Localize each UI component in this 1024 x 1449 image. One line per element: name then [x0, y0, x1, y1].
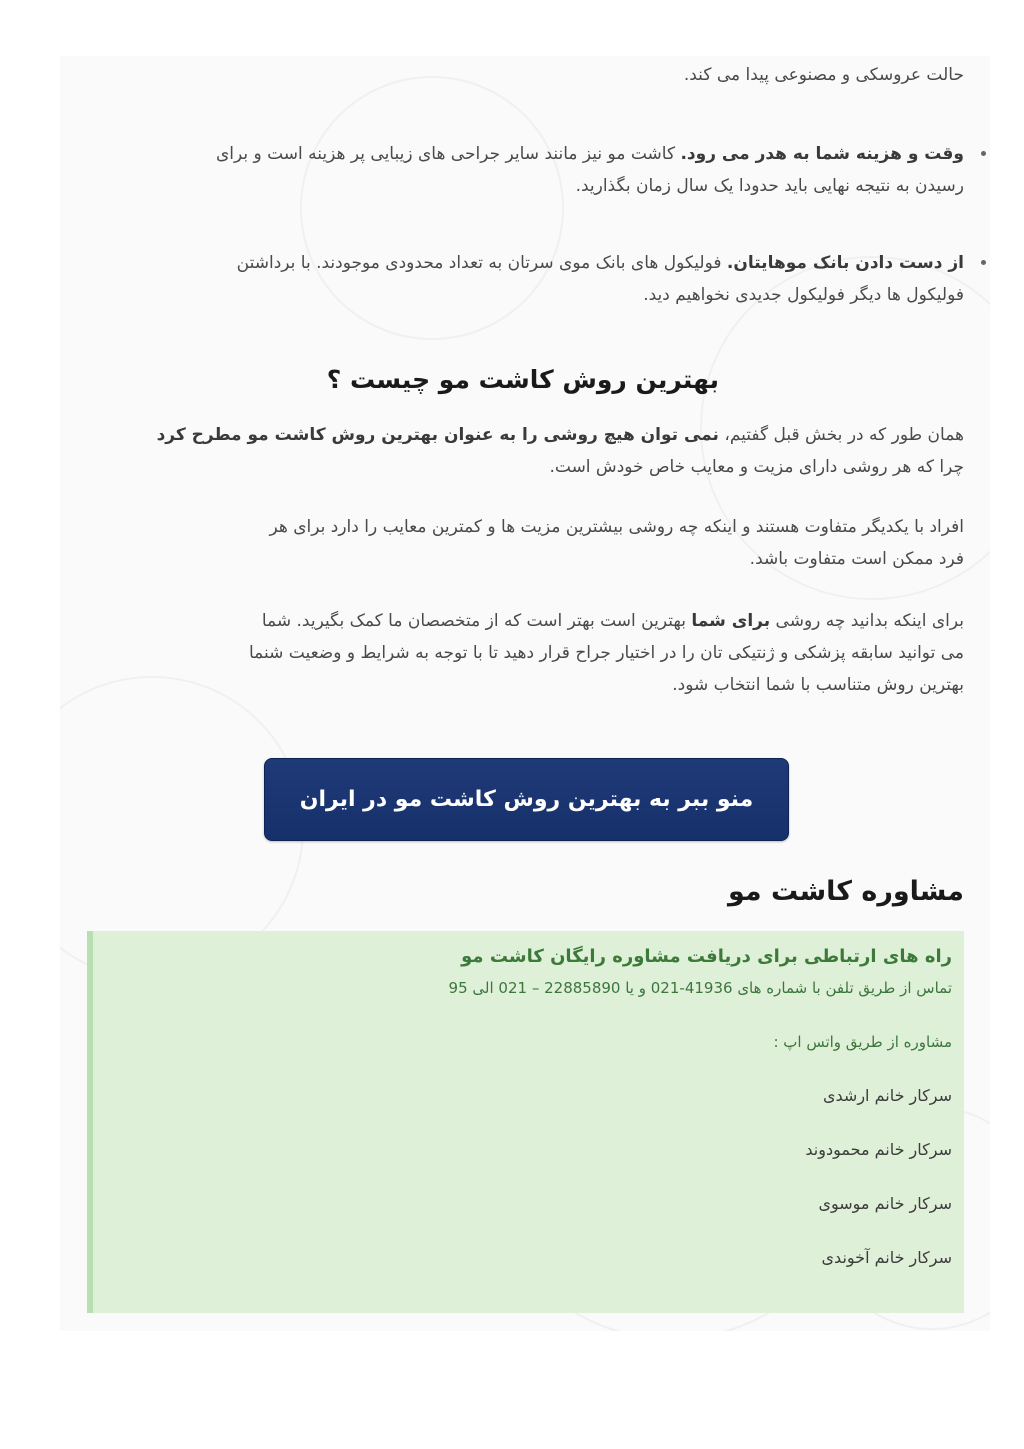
- paragraph-line2: فرد ممکن است متفاوت باشد.: [749, 549, 964, 569]
- phone-numbers-text: تماس از طریق تلفن با شماره های 41936-021 و یا 22885890 – 021 الی 95: [448, 979, 952, 997]
- paragraph-rest: بهترین است بهتر است که از متخصصان ما کمک بگیرید. شما: [261, 611, 692, 631]
- bullet-bold-text: وقت و هزینه شما به هدر می رود.: [680, 144, 964, 164]
- bullet-text: فولیکول های بانک موی سرتان به تعداد محدودی موجودند. با برداشتن: [236, 253, 727, 273]
- paragraph-line2: می توانید سابقه پزشکی و ژنتیکی تان را در اختیار جراح قرار دهید تا با توجه به شرایط و وضعیت شنما: [248, 643, 964, 663]
- top-line-text: حالت عروسکی و مصنوعی پیدا می کند.: [683, 65, 964, 85]
- consult-box-title: راه های ارتباطی برای دریافت مشاوره رایگان کاشت مو: [461, 946, 952, 967]
- bullet-text-line2: فولیکول ها دیگر فولیکول جدیدی نخواهیم دید.: [643, 285, 964, 305]
- paragraph-line1: افراد با یکدیگر متفاوت هستند و اینکه چه روشی بیشترین مزیت ها و کمترین معایب را دارد برای هر: [269, 517, 964, 537]
- paragraph-bold: نمی توان هیچ روشی را به عنوان بهترین روش کاشت مو مطرح کرد: [156, 425, 719, 445]
- bullet-text: کاشت مو نیز مانند سایر جراحی های زیبایی پر هزینه است و برای: [215, 144, 681, 164]
- consult-heading: مشاوره کاشت مو: [727, 876, 964, 907]
- bullet-dot-icon: [981, 151, 986, 156]
- bullet-item-follicle-bank: [84, 247, 964, 311]
- bullet-dot-icon: [981, 260, 986, 265]
- bullet-item-cost: [84, 138, 964, 202]
- section-heading: بهترین روش کاشت مو چیست ؟: [326, 365, 719, 394]
- paragraph-line3: بهترین روش متناسب با شما انتخاب شود.: [672, 675, 964, 695]
- consultation-info-box: [87, 931, 964, 1313]
- contact-link-akhoondi[interactable]: سرکار خانم آخوندی: [821, 1248, 952, 1267]
- paragraph-bold: برای شما: [691, 611, 771, 631]
- paragraph-individual-differences: [84, 511, 964, 575]
- paragraph-lead: همان طور که در بخش قبل گفتیم،: [718, 425, 964, 445]
- paragraph-consult-specialists: [84, 605, 964, 701]
- contact-link-arshadi[interactable]: سرکار خانم ارشدی: [823, 1086, 952, 1105]
- bullet-bold-text: از دست دادن بانک موهایتان.: [726, 253, 964, 273]
- contact-link-mahmoudvand[interactable]: سرکار خانم محمودوند: [805, 1140, 952, 1159]
- paragraph-best-method: [84, 419, 964, 483]
- whatsapp-label: مشاوره از طریق واتس اپ :: [773, 1033, 952, 1051]
- contact-link-mousavi[interactable]: سرکار خانم موسوی: [818, 1194, 952, 1213]
- bullet-text-line2: رسیدن به نتیجه نهایی باید حدودا یک سال زمان بگذارید.: [575, 176, 964, 196]
- best-method-cta-button[interactable]: منو ببر به بهترین روش کاشت مو در ایران: [264, 758, 789, 841]
- paragraph-lead: برای اینکه بدانید چه روشی: [770, 611, 964, 631]
- paragraph-line2: چرا که هر روشی دارای مزیت و معایب خاص خودش است.: [549, 457, 964, 477]
